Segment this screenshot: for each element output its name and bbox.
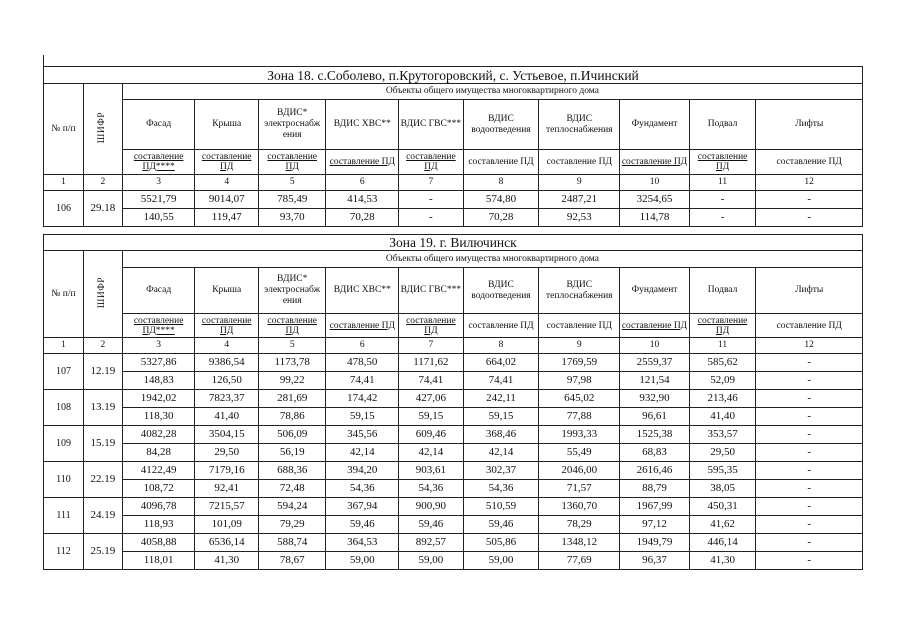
cost-value: 903,61 bbox=[399, 462, 463, 480]
col-header: ВДИС* электроснабж ения bbox=[258, 268, 326, 314]
unit-value: 59,15 bbox=[399, 408, 463, 426]
sub-header: составление ПД bbox=[689, 150, 756, 175]
unit-value: 70,28 bbox=[326, 209, 399, 227]
cost-value: 9014,07 bbox=[195, 191, 258, 209]
cost-value: 1348,12 bbox=[539, 534, 620, 552]
table-row bbox=[44, 516, 863, 534]
unit-value: - bbox=[756, 552, 863, 570]
sub-header: составление ПД bbox=[195, 314, 258, 338]
table-row bbox=[44, 390, 863, 408]
unit-value: 118,30 bbox=[122, 408, 195, 426]
cost-value: 510,59 bbox=[463, 498, 539, 516]
cost-value: 7215,57 bbox=[195, 498, 258, 516]
unit-value: 59,46 bbox=[326, 516, 399, 534]
col-number: 6 bbox=[326, 338, 399, 354]
column-header-row bbox=[44, 268, 863, 314]
sub-header: составление ПД bbox=[689, 314, 756, 338]
col-number: 8 bbox=[463, 338, 539, 354]
unit-value: 42,14 bbox=[399, 444, 463, 462]
cost-value: 394,20 bbox=[326, 462, 399, 480]
row-cipher: 12.19 bbox=[83, 354, 122, 390]
unit-value: 96,61 bbox=[620, 408, 690, 426]
row-number: 112 bbox=[44, 534, 84, 570]
cost-value: 574,80 bbox=[463, 191, 539, 209]
unit-value: 140,55 bbox=[122, 209, 195, 227]
row-cipher: 29.18 bbox=[83, 191, 122, 227]
unit-value: 97,98 bbox=[539, 372, 620, 390]
sub-header-row bbox=[44, 150, 863, 175]
cost-value: 1967,99 bbox=[620, 498, 690, 516]
row-cipher: 15.19 bbox=[83, 426, 122, 462]
unit-value: 92,53 bbox=[539, 209, 620, 227]
table-row bbox=[44, 372, 863, 390]
column-number-row bbox=[44, 338, 863, 354]
unit-value: 121,54 bbox=[620, 372, 690, 390]
sub-header: составление ПД bbox=[326, 314, 399, 338]
cost-value: 213,46 bbox=[689, 390, 756, 408]
col-header-cipher: ШИФР bbox=[83, 84, 122, 175]
cost-value: 2046,00 bbox=[539, 462, 620, 480]
sub-header: составление ПД bbox=[258, 314, 326, 338]
sub-header: составление ПД bbox=[539, 314, 620, 338]
col-header: Подвал bbox=[689, 100, 756, 150]
col-number: 10 bbox=[620, 175, 690, 191]
col-number: 5 bbox=[258, 175, 326, 191]
col-number: 3 bbox=[122, 175, 195, 191]
cost-value: 7179,16 bbox=[195, 462, 258, 480]
cost-value: - bbox=[756, 354, 863, 372]
cost-value: 4058,88 bbox=[122, 534, 195, 552]
cost-value: 1949,79 bbox=[620, 534, 690, 552]
col-number: 11 bbox=[689, 175, 756, 191]
unit-value: 38,05 bbox=[689, 480, 756, 498]
unit-value: 79,29 bbox=[258, 516, 326, 534]
unit-value: 92,41 bbox=[195, 480, 258, 498]
sub-header: составление ПД bbox=[539, 150, 620, 175]
row-number: 110 bbox=[44, 462, 84, 498]
cost-value: 1525,38 bbox=[620, 426, 690, 444]
sub-header: составление ПД bbox=[756, 314, 863, 338]
col-header-cipher: ШИФР bbox=[83, 251, 122, 338]
cost-value: 595,35 bbox=[689, 462, 756, 480]
cost-value: 6536,14 bbox=[195, 534, 258, 552]
cost-value: 450,31 bbox=[689, 498, 756, 516]
sub-header: составление ПД bbox=[620, 314, 690, 338]
cost-value: 664,02 bbox=[463, 354, 539, 372]
sub-header: составление ПД bbox=[756, 150, 863, 175]
cost-value: 427,06 bbox=[399, 390, 463, 408]
cost-value: 5327,86 bbox=[122, 354, 195, 372]
table-row bbox=[44, 552, 863, 570]
unit-value: 59,46 bbox=[399, 516, 463, 534]
unit-value: 54,36 bbox=[463, 480, 539, 498]
unit-value: 119,47 bbox=[195, 209, 258, 227]
unit-value: 114,78 bbox=[620, 209, 690, 227]
col-number: 4 bbox=[195, 175, 258, 191]
col-header: ВДИС* электроснабж ения bbox=[258, 100, 326, 150]
cost-value: 281,69 bbox=[258, 390, 326, 408]
table-row bbox=[44, 354, 863, 372]
col-header: ВДИС водоотведения bbox=[463, 100, 539, 150]
sub-header: составление ПД**** bbox=[122, 314, 195, 338]
unit-value: 108,72 bbox=[122, 480, 195, 498]
sub-header: составление ПД bbox=[258, 150, 326, 175]
unit-value: 84,28 bbox=[122, 444, 195, 462]
col-number: 8 bbox=[463, 175, 539, 191]
sub-header: составление ПД bbox=[463, 150, 539, 175]
col-number: 4 bbox=[195, 338, 258, 354]
unit-value: 78,67 bbox=[258, 552, 326, 570]
col-header: ВДИС ГВС*** bbox=[399, 268, 463, 314]
unit-value: 42,14 bbox=[326, 444, 399, 462]
cost-value: - bbox=[756, 426, 863, 444]
unit-value: 29,50 bbox=[689, 444, 756, 462]
unit-value: 29,50 bbox=[195, 444, 258, 462]
row-cipher: 22.19 bbox=[83, 462, 122, 498]
unit-value: 78,29 bbox=[539, 516, 620, 534]
unit-value: 56,19 bbox=[258, 444, 326, 462]
row-cipher: 25.19 bbox=[83, 534, 122, 570]
unit-value: 78,86 bbox=[258, 408, 326, 426]
table-row bbox=[44, 408, 863, 426]
unit-value: 70,28 bbox=[463, 209, 539, 227]
row-number: 108 bbox=[44, 390, 84, 426]
cost-value: 364,53 bbox=[326, 534, 399, 552]
table-row bbox=[44, 191, 863, 209]
cost-value: 9386,54 bbox=[195, 354, 258, 372]
row-cipher: 13.19 bbox=[83, 390, 122, 426]
col-header: ВДИС теплоснабжения bbox=[539, 268, 620, 314]
col-number: 12 bbox=[756, 175, 863, 191]
sub-header: составление ПД bbox=[620, 150, 690, 175]
col-header-no: № п/п bbox=[44, 251, 84, 338]
cost-value: 585,62 bbox=[689, 354, 756, 372]
sub-header: составление ПД bbox=[399, 314, 463, 338]
unit-value: 68,83 bbox=[620, 444, 690, 462]
cost-value: 3504,15 bbox=[195, 426, 258, 444]
col-header: Крыша bbox=[195, 268, 258, 314]
cost-value: 7823,37 bbox=[195, 390, 258, 408]
unit-value: 74,41 bbox=[399, 372, 463, 390]
cost-value: 4082,28 bbox=[122, 426, 195, 444]
table-row bbox=[44, 480, 863, 498]
cost-value: 302,37 bbox=[463, 462, 539, 480]
group-header: Объекты общего имущества многоквартирного дома bbox=[122, 84, 862, 100]
sub-header: составление ПД**** bbox=[122, 150, 195, 175]
unit-value: 54,36 bbox=[399, 480, 463, 498]
col-number: 9 bbox=[539, 175, 620, 191]
row-number: 111 bbox=[44, 498, 84, 534]
table-row bbox=[44, 498, 863, 516]
col-number: 7 bbox=[399, 175, 463, 191]
unit-value: 97,12 bbox=[620, 516, 690, 534]
unit-value: - bbox=[756, 372, 863, 390]
col-number: 1 bbox=[44, 175, 84, 191]
col-number: 7 bbox=[399, 338, 463, 354]
sub-header-row bbox=[44, 314, 863, 338]
cost-value: 4096,78 bbox=[122, 498, 195, 516]
unit-value: 59,15 bbox=[326, 408, 399, 426]
unit-value: 93,70 bbox=[258, 209, 326, 227]
zone-18-table bbox=[43, 66, 863, 227]
cost-value: 367,94 bbox=[326, 498, 399, 516]
col-header: ВДИС ГВС*** bbox=[399, 100, 463, 150]
col-header: Крыша bbox=[195, 100, 258, 150]
col-header: ВДИС водоотведения bbox=[463, 268, 539, 314]
cost-value: 892,57 bbox=[399, 534, 463, 552]
cost-value: 1942,02 bbox=[122, 390, 195, 408]
sub-header: составление ПД bbox=[399, 150, 463, 175]
unit-value: 118,01 bbox=[122, 552, 195, 570]
cost-value: 345,56 bbox=[326, 426, 399, 444]
unit-value: 72,48 bbox=[258, 480, 326, 498]
unit-value: 96,37 bbox=[620, 552, 690, 570]
unit-value: 59,15 bbox=[463, 408, 539, 426]
table-row bbox=[44, 462, 863, 480]
cost-value: - bbox=[756, 534, 863, 552]
cost-value: 645,02 bbox=[539, 390, 620, 408]
unit-value: 148,83 bbox=[122, 372, 195, 390]
cost-value: 414,53 bbox=[326, 191, 399, 209]
col-header: Подвал bbox=[689, 268, 756, 314]
unit-value: 101,09 bbox=[195, 516, 258, 534]
col-number: 3 bbox=[122, 338, 195, 354]
row-number: 106 bbox=[44, 191, 84, 227]
row-cipher: 24.19 bbox=[83, 498, 122, 534]
unit-value: 55,49 bbox=[539, 444, 620, 462]
cost-value: 506,09 bbox=[258, 426, 326, 444]
cost-value: 5521,79 bbox=[122, 191, 195, 209]
unit-value: 41,40 bbox=[689, 408, 756, 426]
col-header: ВДИС ХВС** bbox=[326, 268, 399, 314]
row-number: 109 bbox=[44, 426, 84, 462]
unit-value: 52,09 bbox=[689, 372, 756, 390]
table-row bbox=[44, 444, 863, 462]
col-number: 1 bbox=[44, 338, 84, 354]
cost-value: 4122,49 bbox=[122, 462, 195, 480]
unit-value: - bbox=[756, 444, 863, 462]
col-header-no: № п/п bbox=[44, 84, 84, 175]
sub-header: составление ПД bbox=[326, 150, 399, 175]
unit-value: 41,40 bbox=[195, 408, 258, 426]
sub-header: составление ПД bbox=[195, 150, 258, 175]
unit-value: 42,14 bbox=[463, 444, 539, 462]
col-header: Лифты bbox=[756, 268, 863, 314]
unit-value: 41,30 bbox=[195, 552, 258, 570]
col-number: 9 bbox=[539, 338, 620, 354]
unit-value: - bbox=[689, 209, 756, 227]
col-header: Фасад bbox=[122, 268, 195, 314]
col-header: Фундамент bbox=[620, 268, 690, 314]
sub-header: составление ПД bbox=[463, 314, 539, 338]
unit-value: 59,00 bbox=[326, 552, 399, 570]
zone-title: Зона 19. г. Вилючинск bbox=[44, 235, 863, 251]
unit-value: 59,46 bbox=[463, 516, 539, 534]
unit-value: 74,41 bbox=[463, 372, 539, 390]
unit-value: - bbox=[756, 408, 863, 426]
unit-value: 99,22 bbox=[258, 372, 326, 390]
cost-value: 900,90 bbox=[399, 498, 463, 516]
unit-value: 74,41 bbox=[326, 372, 399, 390]
col-number: 6 bbox=[326, 175, 399, 191]
cost-value: 1360,70 bbox=[539, 498, 620, 516]
cost-value: 1993,33 bbox=[539, 426, 620, 444]
unit-value: 71,57 bbox=[539, 480, 620, 498]
col-number: 10 bbox=[620, 338, 690, 354]
unit-value: - bbox=[399, 209, 463, 227]
cost-value: 242,11 bbox=[463, 390, 539, 408]
unit-value: 41,30 bbox=[689, 552, 756, 570]
cost-value: 2616,46 bbox=[620, 462, 690, 480]
col-header: Фасад bbox=[122, 100, 195, 150]
cost-value: 353,57 bbox=[689, 426, 756, 444]
col-header: Фундамент bbox=[620, 100, 690, 150]
row-number: 107 bbox=[44, 354, 84, 390]
unit-value: - bbox=[756, 209, 863, 227]
zone-title: Зона 18. с.Соболево, п.Крутогоровский, с. Устьевое, п.Ичинский bbox=[44, 67, 863, 84]
cost-value: 174,42 bbox=[326, 390, 399, 408]
cost-value: 478,50 bbox=[326, 354, 399, 372]
col-number: 5 bbox=[258, 338, 326, 354]
unit-value: 41,62 bbox=[689, 516, 756, 534]
unit-value: 88,79 bbox=[620, 480, 690, 498]
table-row bbox=[44, 426, 863, 444]
unit-value: 77,88 bbox=[539, 408, 620, 426]
unit-value: 126,50 bbox=[195, 372, 258, 390]
cost-value: 505,86 bbox=[463, 534, 539, 552]
col-header: ВДИС теплоснабжения bbox=[539, 100, 620, 150]
cost-value: 609,46 bbox=[399, 426, 463, 444]
cost-value: 2487,21 bbox=[539, 191, 620, 209]
cost-value: - bbox=[756, 191, 863, 209]
cost-value: 588,74 bbox=[258, 534, 326, 552]
unit-value: 118,93 bbox=[122, 516, 195, 534]
unit-value: - bbox=[756, 480, 863, 498]
col-header: Лифты bbox=[756, 100, 863, 150]
cost-value: - bbox=[756, 390, 863, 408]
table-row bbox=[44, 209, 863, 227]
col-header: ВДИС ХВС** bbox=[326, 100, 399, 150]
col-number: 12 bbox=[756, 338, 863, 354]
unit-value: 59,00 bbox=[463, 552, 539, 570]
group-header: Объекты общего имущества многоквартирного дома bbox=[122, 251, 862, 268]
cost-value: 368,46 bbox=[463, 426, 539, 444]
cost-value: - bbox=[689, 191, 756, 209]
column-header-row bbox=[44, 100, 863, 150]
cost-value: 932,90 bbox=[620, 390, 690, 408]
cost-value: 594,24 bbox=[258, 498, 326, 516]
cost-value: 1769,59 bbox=[539, 354, 620, 372]
cost-value: 1171,62 bbox=[399, 354, 463, 372]
unit-value: 59,00 bbox=[399, 552, 463, 570]
cost-value: - bbox=[756, 498, 863, 516]
col-number: 2 bbox=[83, 338, 122, 354]
zone-19-table bbox=[43, 234, 863, 570]
cost-value: 2559,37 bbox=[620, 354, 690, 372]
cost-value: - bbox=[399, 191, 463, 209]
cost-value: 688,36 bbox=[258, 462, 326, 480]
cost-value: 3254,65 bbox=[620, 191, 690, 209]
table-row bbox=[44, 534, 863, 552]
cost-value: 446,14 bbox=[689, 534, 756, 552]
cost-value: - bbox=[756, 462, 863, 480]
unit-value: 54,36 bbox=[326, 480, 399, 498]
column-number-row bbox=[44, 175, 863, 191]
unit-value: 77,69 bbox=[539, 552, 620, 570]
cost-value: 785,49 bbox=[258, 191, 326, 209]
col-number: 11 bbox=[689, 338, 756, 354]
col-number: 2 bbox=[83, 175, 122, 191]
unit-value: - bbox=[756, 516, 863, 534]
cost-value: 1173,78 bbox=[258, 354, 326, 372]
